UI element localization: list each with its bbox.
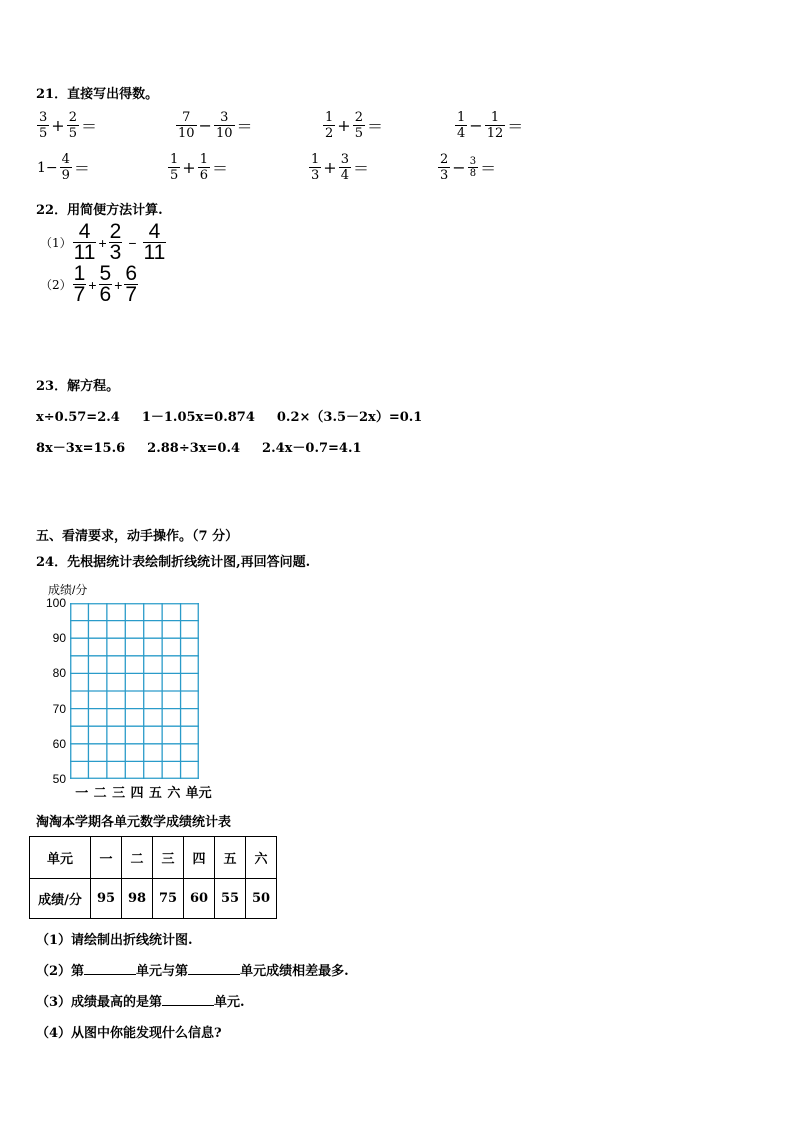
table-header-cell: 二 bbox=[122, 837, 153, 879]
fraction: $\frac{5}{6}$ bbox=[99, 262, 112, 306]
table-cell: 95 bbox=[91, 879, 122, 919]
x-tick-label: 六 bbox=[167, 786, 181, 801]
answer-blank[interactable] bbox=[162, 993, 214, 1006]
table-header-cell: 一 bbox=[91, 837, 122, 879]
q23-row-1 bbox=[36, 406, 444, 425]
fraction: $\frac{4}{11}$ bbox=[73, 220, 96, 264]
y-tick-label: 70 bbox=[52, 701, 66, 716]
chart-grid-svg bbox=[70, 603, 199, 779]
q22-title: 22．用简便方法计算. bbox=[36, 203, 163, 218]
x-tick-label: 二 bbox=[93, 786, 107, 801]
section-5-title: 五、看清要求，动手操作。（7 分） bbox=[36, 529, 239, 544]
equation: 2.4x－0.7=4.1 bbox=[262, 441, 362, 456]
fraction: $\frac{1}{2}$ bbox=[325, 110, 334, 141]
y-tick-label: 50 bbox=[52, 772, 66, 786]
table-cell: 50 bbox=[246, 879, 277, 919]
table-cell: 75 bbox=[153, 879, 184, 919]
sub-question-3: （3）成绩最高的是第 单元. bbox=[36, 995, 245, 1010]
q21-item-3: $\frac{1}{2}$ + $\frac{2}{5}$ ＝ bbox=[325, 110, 383, 141]
x-axis-label: 单元 bbox=[185, 786, 212, 801]
x-tick-label: 一 bbox=[75, 786, 89, 801]
sub-question-4: （4）从图中你能发现什么信息? bbox=[36, 1026, 222, 1041]
fraction: $\frac{3}{10}$ bbox=[215, 110, 233, 141]
x-tick-label: 五 bbox=[148, 786, 162, 801]
fraction: $\frac{1}{12}$ bbox=[486, 110, 504, 141]
table-cell: 98 bbox=[122, 879, 153, 919]
table-header-cell: 单元 bbox=[30, 837, 91, 879]
sub-question-1: （1）请绘制出折线统计图. bbox=[36, 933, 193, 948]
q21-item-8: $\frac{2}{3}$ − $\frac{3}{8}$ ＝ bbox=[440, 152, 497, 183]
fraction: $\frac{4}{9}$ bbox=[61, 152, 70, 183]
q23-row-2 bbox=[36, 437, 384, 456]
answer-blank[interactable] bbox=[188, 962, 240, 975]
q21-title: 21．直接写出得数。 bbox=[36, 87, 159, 102]
fraction: $\frac{3}{4}$ bbox=[340, 152, 349, 183]
fraction: $\frac{3}{5}$ bbox=[39, 110, 48, 141]
fraction: $\frac{6}{7}$ bbox=[125, 262, 138, 306]
equation: 1－1.05x=0.874 bbox=[141, 410, 255, 425]
equation: 8x－3x=15.6 bbox=[36, 441, 126, 456]
q21-item-5: 1− $\frac{4}{9}$ ＝ bbox=[37, 152, 90, 183]
stats-table bbox=[29, 836, 277, 919]
chart-ylabel: 成绩/分 bbox=[48, 583, 88, 597]
y-tick-label: 60 bbox=[52, 736, 66, 751]
fraction: $\frac{1}{3}$ bbox=[311, 152, 320, 183]
table-header-cell: 六 bbox=[246, 837, 277, 879]
y-tick-label: 90 bbox=[52, 631, 66, 646]
table-row bbox=[30, 837, 277, 879]
table-title: 淘淘本学期各单元数学成绩统计表 bbox=[36, 815, 232, 830]
fraction: $\frac{3}{8}$ bbox=[469, 156, 477, 179]
y-tick-label: 100 bbox=[45, 596, 66, 610]
fraction: $\frac{2}{3}$ bbox=[109, 220, 122, 264]
q21-item-6: $\frac{1}{5}$ + $\frac{1}{6}$ ＝ bbox=[170, 152, 228, 183]
fraction: $\frac{1}{4}$ bbox=[457, 110, 466, 141]
table-cell: 55 bbox=[215, 879, 246, 919]
sub-question-2: （2）第 单元与第 单元成绩相差最多. bbox=[36, 964, 349, 979]
q22-part-1: （1） $\frac{4}{11}$ + $\frac{2}{3}$ − $\frac{4}{11}$ bbox=[40, 220, 166, 264]
chart-grid bbox=[70, 603, 199, 779]
fraction: $\frac{4}{11}$ bbox=[143, 220, 166, 264]
table-header-cell: 五 bbox=[215, 837, 246, 879]
q22-part-2: （2） $\frac{1}{7}$ + $\frac{5}{6}$ + $\frac{6}{7}$ bbox=[40, 262, 138, 306]
table-cell: 60 bbox=[184, 879, 215, 919]
q21-item-2: $\frac{7}{10}$ − $\frac{3}{10}$ ＝ bbox=[178, 110, 253, 141]
q21-item-1: $\frac{3}{5}$ + $\frac{2}{5}$ ＝ bbox=[39, 110, 97, 141]
fraction: $\frac{7}{10}$ bbox=[178, 110, 195, 141]
fraction: $\frac{2}{3}$ bbox=[440, 152, 449, 183]
table-header-cell: 三 bbox=[153, 837, 184, 879]
equation: 2.88÷3x=0.4 bbox=[147, 441, 241, 456]
q21-item-7: $\frac{1}{3}$ + $\frac{3}{4}$ ＝ bbox=[311, 152, 369, 183]
fraction: $\frac{2}{5}$ bbox=[354, 110, 363, 141]
q23-title: 23．解方程。 bbox=[36, 379, 120, 394]
table-header-cell: 四 bbox=[184, 837, 215, 879]
answer-blank[interactable] bbox=[84, 962, 136, 975]
equation: 0.2×（3.5－2x）=0.1 bbox=[276, 410, 423, 425]
q21-item-4: $\frac{1}{4}$ − $\frac{1}{12}$ ＝ bbox=[457, 110, 524, 141]
equation: x÷0.57=2.4 bbox=[36, 410, 120, 425]
fraction: $\frac{1}{7}$ bbox=[73, 262, 86, 306]
fraction: $\frac{2}{5}$ bbox=[68, 110, 77, 141]
q24-title: 24．先根据统计表绘制折线统计图,再回答问题. bbox=[36, 555, 311, 570]
table-row bbox=[30, 879, 277, 919]
x-tick-label: 四 bbox=[130, 786, 144, 801]
table-cell: 成绩/分 bbox=[30, 879, 91, 919]
fraction: $\frac{1}{6}$ bbox=[199, 152, 208, 183]
x-tick-label: 三 bbox=[112, 786, 126, 801]
fraction: $\frac{1}{5}$ bbox=[170, 152, 179, 183]
y-tick-label: 80 bbox=[52, 666, 66, 681]
